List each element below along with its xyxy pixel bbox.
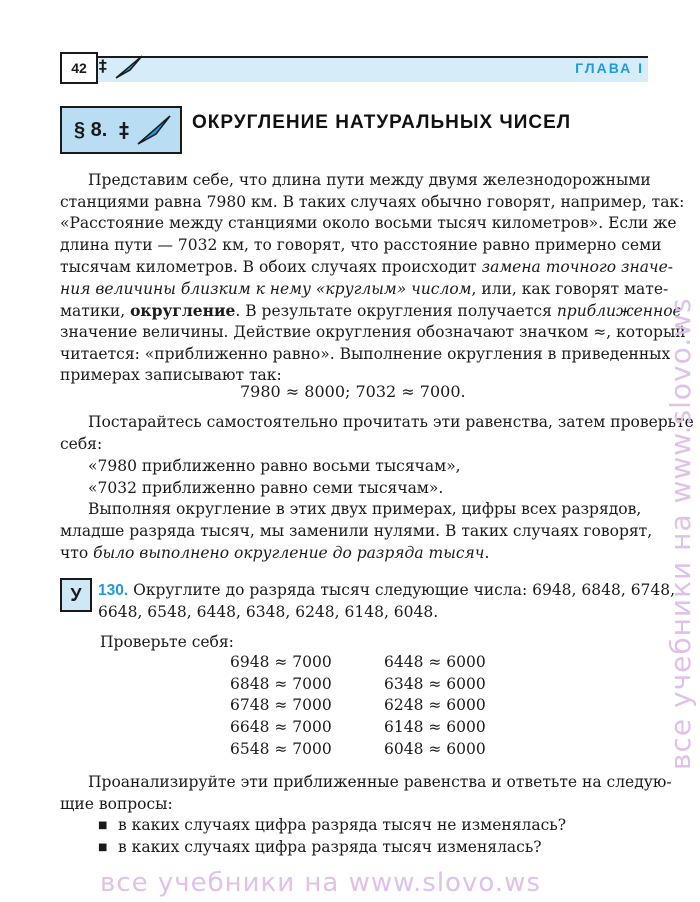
text-line: примерах записывают так: (60, 366, 282, 385)
text-line: младше разряда тысяч, мы заменили нулями. В таких случаях говорят, (60, 522, 653, 541)
answer-item: 6348 ≈ 6000 (384, 674, 486, 693)
answers-column (230, 652, 370, 761)
answer-item: 6948 ≈ 7000 (230, 653, 332, 671)
answer-item: 6548 ≈ 7000 (230, 739, 332, 758)
exercise-text: 6648, 6548, 6448, 6348, 6248, 6148, 6048. (98, 602, 439, 621)
text-line: тысячам километров. В обоих случаях происходит замена точного значе- (60, 257, 673, 276)
formula: 7980 ≈ 8000; 7032 ≈ 7000. (240, 382, 466, 401)
exercise-number: 130. (98, 582, 129, 599)
bullet-item: ■ в каких случаях цифра разряда тысяч изменялась? (98, 837, 542, 859)
quote-line: «7980 приближенно равно восьми тысячам», (88, 457, 461, 475)
answer-item: 6248 ≈ 6000 (384, 696, 486, 715)
bullet-item: ■ в каких случаях цифра разряда тысяч не изменялась? (98, 815, 566, 837)
text-line: длина пути — 7032 км, то говорят, что расстояние равно примерно семи (60, 236, 662, 255)
watermark-side: все учебники на www.slovo.ws (664, 297, 697, 770)
running-header (60, 52, 648, 82)
check-label: Проверьте себя: (100, 633, 234, 651)
section-badge (60, 106, 182, 154)
text-line: Выполняя округление в этих двух примерах, цифры всех разрядов, (88, 500, 642, 519)
text-line: «Расстояние между станциями около восьми тысяч километров». Если же (60, 214, 677, 233)
text-line: ния величины близким к нему «круглым» числом, или, как говорят мате- (60, 279, 669, 298)
answer-item: 6148 ≈ 6000 (384, 718, 486, 737)
text-line: читается: «приближенно равно». Выполнение округления в приведенных (60, 344, 671, 363)
header-bar (98, 56, 648, 82)
text-line: станциями равна 7980 км. В таких случаях обычно говорят, например, так: (60, 192, 685, 211)
text-line: матики, округление. В результате округления получается приближенное (60, 301, 682, 321)
exercise-icon: У (60, 578, 92, 612)
section-number: § 8. (74, 119, 108, 141)
paper-plane-icon (134, 112, 174, 148)
text-line: значение величины. Действие округления обозначают значком ≈, который (60, 322, 686, 341)
italic-term: было выполнено округление до разряда тысяч (93, 543, 485, 562)
answer-item: 6648 ≈ 7000 (230, 718, 332, 737)
chapter-label: ГЛАВА I (575, 60, 644, 76)
exercise-text: 130. Округлите до разряда тысяч следующие числа: 6948, 6848, 6748, (98, 581, 676, 599)
answer-item: 6448 ≈ 6000 (384, 653, 486, 671)
text-line: себя: (60, 434, 103, 453)
section-title: ОКРУГЛЕНИЕ НАТУРАЛЬНЫХ ЧИСЕЛ (192, 112, 572, 133)
text-line: Проанализируйте эти приближенные равенства и ответьте на следую- (88, 773, 672, 791)
answers-column (384, 652, 524, 761)
paper-plane-icon (114, 54, 144, 80)
answer-item: 6748 ≈ 7000 (230, 696, 332, 715)
answer-item: 6048 ≈ 6000 (384, 739, 486, 758)
quote-line: «7032 приближенно равно семи тысячам». (88, 478, 444, 497)
text-line: Постарайтесь самостоятельно прочитать эти равенства, затем проверьте (88, 413, 694, 431)
text-line: Представим себе, что длина пути между двумя железнодорожными (88, 171, 651, 189)
spiral-binding-icon: ‡ (98, 56, 108, 75)
text-line: щие вопросы: (60, 794, 173, 813)
italic-term: замена точного значе- (481, 257, 673, 276)
answer-item: 6848 ≈ 7000 (230, 674, 332, 693)
spiral-binding-icon: ‡ (118, 118, 131, 142)
page-number: 42 (60, 52, 98, 84)
bold-term: округление (130, 301, 236, 321)
watermark-bottom: все учебники на www.slovo.ws (100, 868, 541, 898)
italic-term: приближенное (556, 302, 682, 321)
italic-term: ния величины близким к нему «круглым» числом (60, 279, 472, 298)
text-line: что было выполнено округление до разряда тысяч. (60, 543, 490, 562)
